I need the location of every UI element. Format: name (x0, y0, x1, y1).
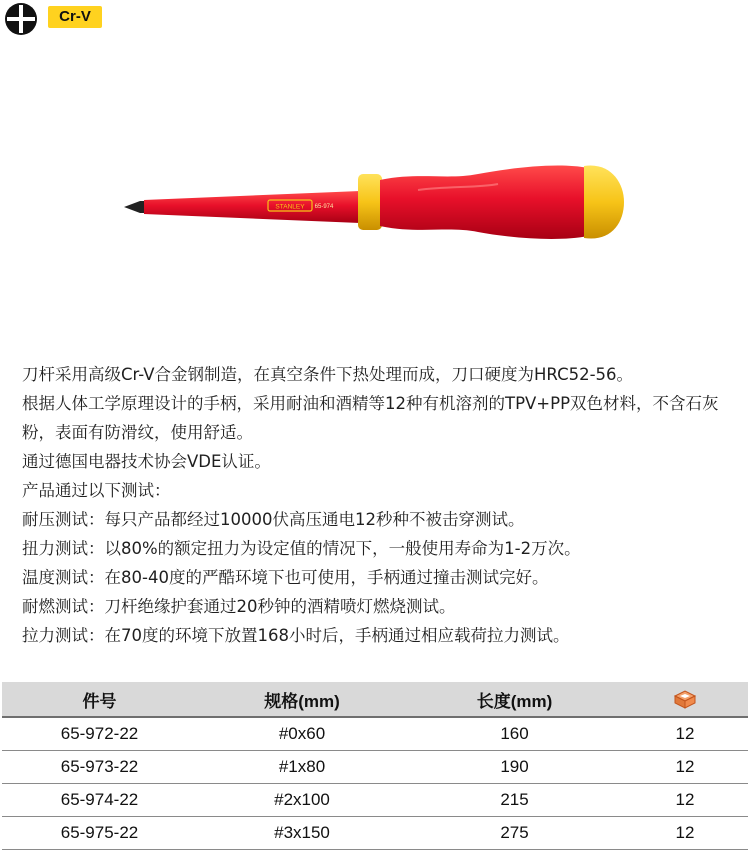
header-part-number: 件号 (2, 682, 197, 717)
cell-length: 160 (407, 717, 622, 751)
desc-line: 根据人体工学原理设计的手柄，采用耐油和酒精等12种有机溶剂的TPV+PP双色材料，不含石灰粉，表面有防滑纹，使用舒适。 (22, 394, 719, 442)
brand-text: STANLEY (275, 203, 305, 211)
cell-size: #3x150 (197, 817, 407, 850)
header-pack-qty (622, 682, 748, 717)
cell-size: #1x80 (197, 751, 407, 784)
desc-line: 刀杆采用高级Cr-V合金钢制造，在真空条件下热处理而成，刀口硬度为HRC52-56。 (22, 365, 634, 384)
spec-table (2, 682, 748, 850)
cell-pack-qty: 12 (622, 784, 748, 817)
cell-part-number: 65-973-22 (2, 751, 197, 784)
cell-pack-qty: 12 (622, 817, 748, 850)
cell-part-number: 65-975-22 (2, 817, 197, 850)
cell-length: 215 (407, 784, 622, 817)
header-size: 规格(mm) (197, 682, 407, 717)
table-row (2, 817, 748, 850)
cell-size: #0x60 (197, 717, 407, 751)
phillips-cross-icon (4, 2, 38, 36)
cr-v-badge: Cr-V (48, 6, 102, 28)
cell-part-number: 65-974-22 (2, 784, 197, 817)
desc-line: 耐燃测试：刀杆绝缘护套通过20秒钟的酒精喷灯燃烧测试。 (22, 597, 456, 616)
desc-line: 拉力测试：在70度的环境下放置168小时后，手柄通过相应载荷拉力测试。 (22, 626, 570, 645)
cell-size: #2x100 (197, 784, 407, 817)
header-length: 长度(mm) (407, 682, 622, 717)
cell-part-number: 65-972-22 (2, 717, 197, 751)
cell-pack-qty: 12 (622, 717, 748, 751)
desc-line: 耐压测试：每只产品都经过10000伏高压通电12秒种不被击穿测试。 (22, 510, 525, 529)
box-quantity-icon (672, 688, 698, 710)
cell-length: 190 (407, 751, 622, 784)
model-text: 65-974 (314, 204, 334, 210)
cell-pack-qty: 12 (622, 751, 748, 784)
table-row (2, 784, 748, 817)
table-header-row (2, 682, 748, 717)
desc-line: 产品通过以下测试： (22, 481, 171, 500)
desc-line: 通过德国电器技术协会VDE认证。 (22, 452, 271, 471)
table-row (2, 717, 748, 751)
desc-line: 扭力测试：以80%的额定扭力为设定值的情况下，一般使用寿命为1-2万次。 (22, 539, 581, 558)
product-description (22, 360, 742, 650)
desc-line: 温度测试：在80-40度的严酷环境下也可使用，手柄通过撞击测试完好。 (22, 568, 549, 587)
table-row (2, 751, 748, 784)
screwdriver-image (118, 150, 638, 250)
cell-length: 275 (407, 817, 622, 850)
